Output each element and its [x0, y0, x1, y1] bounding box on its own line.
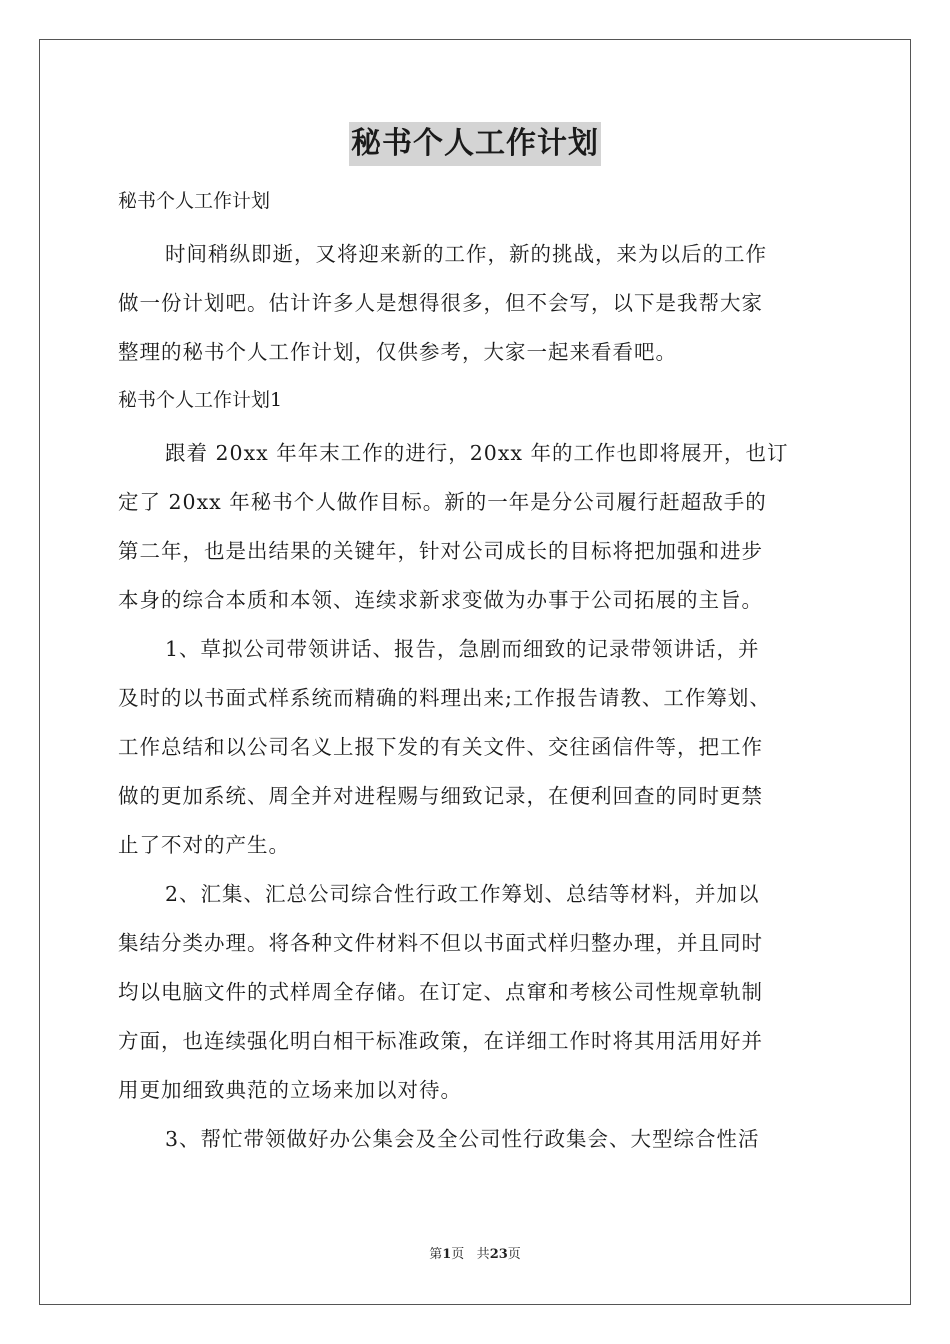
paragraph-line: 整理的秘书个人工作计划，仅供参考，大家一起来看看吧。	[118, 340, 677, 364]
paragraph-line: 工作总结和以公司名义上报下发的有关文件、交往函信件等，把工作	[118, 735, 763, 759]
paragraph-line: 用更加细致典范的立场来加以对待。	[118, 1078, 462, 1102]
footer-prefix: 第	[429, 1247, 443, 1262]
footer-total-unit: 页	[507, 1247, 521, 1262]
page-footer	[0, 1246, 950, 1264]
paragraph-line: 方面，也连续强化明白相干标准政策，在详细工作时将其用活用好并	[118, 1029, 763, 1053]
paragraph-line: 3、帮忙带领做好办公集会及全公司性行政集会、大型综合性活	[165, 1127, 760, 1151]
footer-page-number: 1	[442, 1247, 452, 1262]
document-body	[118, 178, 838, 1164]
section-heading: 秘书个人工作计划	[118, 190, 271, 212]
footer-total-pages: 23	[489, 1247, 508, 1262]
paragraph-line: 2、汇集、汇总公司综合性行政工作筹划、总结等材料，并加以	[165, 882, 760, 906]
footer-total-prefix: 共	[476, 1247, 490, 1262]
paragraph-line: 做一份计划吧。估计许多人是想得很多，但不会写，以下是我帮大家	[118, 291, 763, 315]
paragraph-line: 集结分类办理。将各种文件材料不但以书面式样归整办理，并且同时	[118, 931, 763, 955]
paragraph-line: 止了不对的产生。	[118, 833, 290, 857]
paragraph-line: 时间稍纵即逝，又将迎来新的工作，新的挑战，来为以后的工作	[165, 242, 767, 266]
document-title: 秘书个人工作计划	[349, 122, 601, 166]
paragraph-line: 第二年，也是出结果的关键年，针对公司成长的目标将把加强和进步	[118, 539, 763, 563]
paragraph-line: 及时的以书面式样系统而精确的料理出来;工作报告请教、工作筹划、	[118, 686, 771, 710]
paragraph-line: 均以电脑文件的式样周全存储。在订定、点窜和考核公司性规章轨制	[118, 980, 763, 1004]
paragraph-line: 跟着 20xx 年年末工作的进行，20xx 年的工作也即将展开，也订	[165, 441, 789, 465]
paragraph-line: 本身的综合本质和本领、连续求新求变做为办事于公司拓展的主旨。	[118, 588, 763, 612]
title-container	[0, 122, 950, 166]
paragraph-line: 1、草拟公司带领讲话、报告，急剧而细致的记录带领讲话，并	[165, 637, 760, 661]
paragraph-line: 定了 20xx 年秘书个人做作目标。新的一年是分公司履行赶超敌手的	[118, 490, 767, 514]
section-heading: 秘书个人工作计划1	[118, 389, 283, 411]
footer-page-unit: 页	[451, 1247, 465, 1262]
paragraph-line: 做的更加系统、周全并对进程赐与细致记录，在便利回查的同时更禁	[118, 784, 763, 808]
